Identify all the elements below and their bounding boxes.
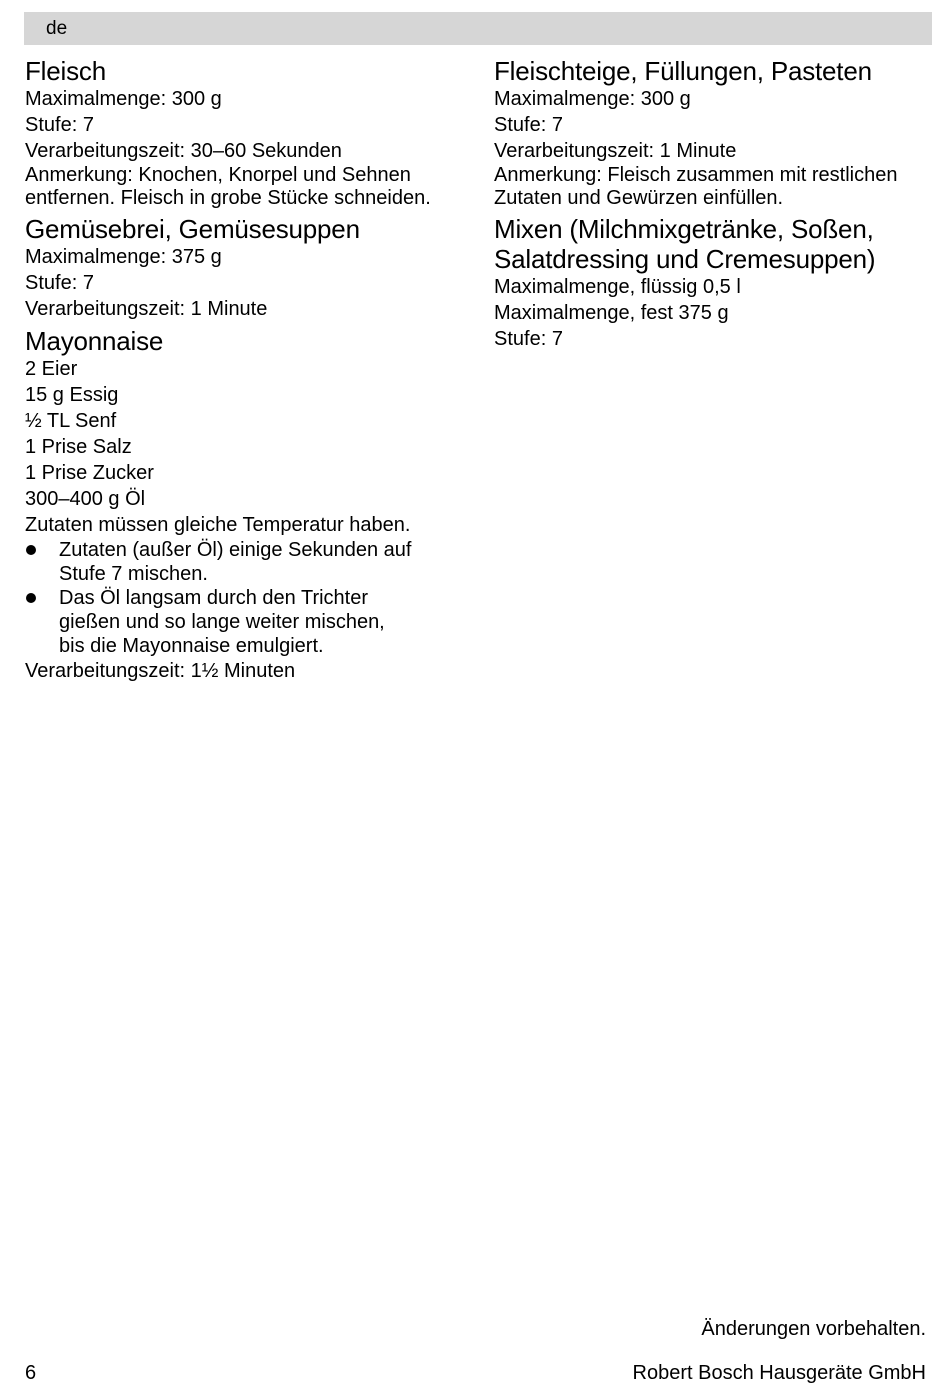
max-amount: Maximalmenge: 375 g xyxy=(25,246,222,268)
right-column xyxy=(494,56,934,352)
section-gemuese xyxy=(25,214,470,322)
temperature-note: Zutaten müssen gleiche Temperatur haben. xyxy=(25,514,411,536)
changes-reserved-note: Änderungen vorbehalten. xyxy=(701,1318,926,1340)
step-line: bis die Mayonnaise emulgiert. xyxy=(59,635,324,657)
step-line: gießen und so lange weiter mischen, xyxy=(59,611,385,633)
note-line: Anmerkung: Knochen, Knorpel und Sehnen xyxy=(25,164,411,186)
left-column xyxy=(25,56,470,684)
ingredient: 1 Prise Zucker xyxy=(25,462,154,484)
speed-level: Stufe: 7 xyxy=(25,272,94,294)
speed-level: Stufe: 7 xyxy=(494,114,563,136)
ingredient: 15 g Essig xyxy=(25,384,119,406)
ingredient: 300–400 g Öl xyxy=(25,488,146,510)
max-amount-solid: Maximalmenge, fest 375 g xyxy=(494,302,729,324)
note-line: entfernen. Fleisch in grobe Stücke schneiden. xyxy=(25,187,431,209)
step-line: Zutaten (außer Öl) einige Sekunden auf xyxy=(59,539,412,561)
section-mayonnaise xyxy=(25,326,470,684)
max-amount: Maximalmenge: 300 g xyxy=(25,88,222,110)
company-name: Robert Bosch Hausgeräte GmbH xyxy=(632,1362,926,1384)
section-title: Gemüsebrei, Gemüsesuppen xyxy=(25,214,360,244)
language-code: de xyxy=(46,18,68,39)
processing-time: Verarbeitungszeit: 30–60 Sekunden xyxy=(25,140,342,162)
instruction-step xyxy=(25,586,470,658)
max-amount-liquid: Maximalmenge, flüssig 0,5 l xyxy=(494,276,741,298)
processing-time: Verarbeitungszeit: 1 Minute xyxy=(494,140,737,162)
note-line: Zutaten und Gewürzen einfüllen. xyxy=(494,187,784,209)
processing-time: Verarbeitungszeit: 1½ Minuten xyxy=(25,660,296,682)
language-header-bar xyxy=(24,12,932,45)
section-mixen xyxy=(494,214,934,352)
ingredient: 1 Prise Salz xyxy=(25,436,132,458)
section-fleisch xyxy=(25,56,470,210)
max-amount: Maximalmenge: 300 g xyxy=(494,88,691,110)
bullet-icon xyxy=(26,593,36,603)
step-line: Das Öl langsam durch den Trichter xyxy=(59,587,369,609)
section-title: Fleisch xyxy=(25,56,106,86)
speed-level: Stufe: 7 xyxy=(25,114,94,136)
section-title: Salatdressing und Cremesuppen) xyxy=(494,244,876,274)
page-number: 6 xyxy=(25,1362,37,1384)
step-line: Stufe 7 mischen. xyxy=(59,563,208,585)
section-title: Fleischteige, Füllungen, Pasteten xyxy=(494,56,872,86)
section-fleischteige xyxy=(494,56,934,210)
section-title: Mayonnaise xyxy=(25,326,164,356)
instruction-step xyxy=(25,538,470,586)
processing-time: Verarbeitungszeit: 1 Minute xyxy=(25,298,268,320)
note-line: Anmerkung: Fleisch zusammen mit restlichen xyxy=(494,164,898,186)
ingredient: 2 Eier xyxy=(25,358,78,380)
speed-level: Stufe: 7 xyxy=(494,328,563,350)
bullet-icon xyxy=(26,545,36,555)
section-title: Mixen (Milchmixgetränke, Soßen, xyxy=(494,214,874,244)
ingredient: ½ TL Senf xyxy=(25,410,117,432)
